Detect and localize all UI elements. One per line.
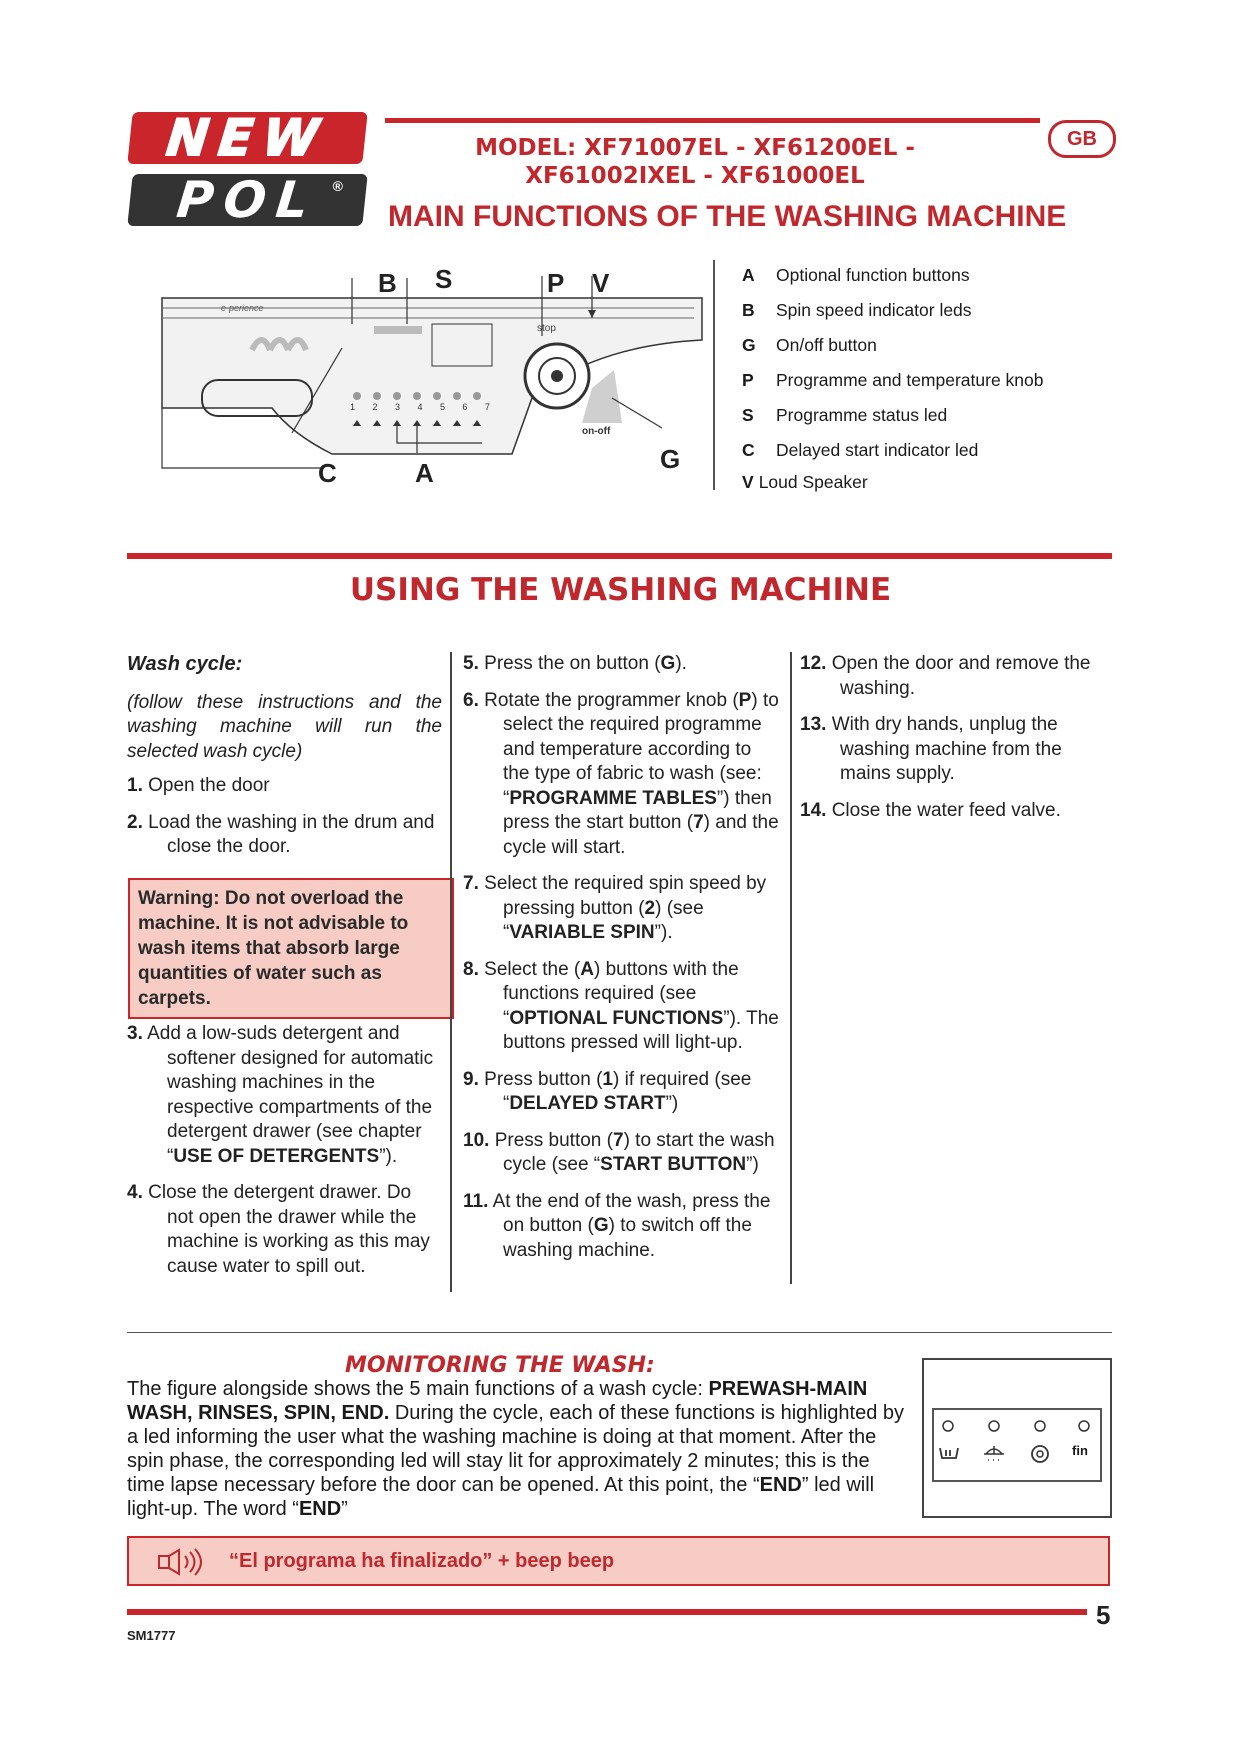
- model-heading: [390, 134, 1000, 190]
- step-3: [127, 1022, 442, 1169]
- stop-label: stop: [537, 323, 556, 334]
- label-B: B: [378, 268, 397, 298]
- step-text: ”).: [654, 922, 673, 943]
- step-text: ”) then press the start button (: [503, 787, 772, 833]
- monitor-text-bold: PREWASH-MAIN WASH, RINSES, SPIN, END.: [127, 1378, 868, 1424]
- step-ref: 7: [612, 1129, 624, 1151]
- button-numbers: [350, 402, 490, 412]
- label-P: P: [547, 268, 565, 298]
- legend-text: Loud Speaker: [758, 472, 868, 492]
- step-ref: P: [738, 689, 752, 711]
- overload-warning: Warning: Do not overload the machine. It is not advisable to wash items that absorb large quantities of water such as carpets.: [128, 878, 454, 1019]
- model-line-1: MODEL: XF71007EL - XF61200EL -: [475, 135, 915, 161]
- step-9: [463, 1068, 781, 1117]
- logo-pol: POL: [127, 174, 367, 226]
- step-14: [800, 799, 1112, 824]
- step-ref: G: [593, 1215, 609, 1236]
- column-3: [800, 652, 1112, 823]
- step-text: At the end of the wash, press the on button (: [492, 1190, 771, 1236]
- step-10: [463, 1129, 781, 1178]
- step-text: ) and the cycle will start.: [503, 812, 779, 858]
- legend-key: S: [742, 405, 754, 425]
- country-badge: GB: [1048, 120, 1116, 158]
- footer-rule: [127, 1609, 1087, 1615]
- step-number: 11.: [463, 1190, 489, 1212]
- step-text: Rotate the programmer knob (: [484, 689, 739, 711]
- step-number: 13.: [800, 714, 827, 735]
- speaker-icon: [157, 1548, 207, 1576]
- led-indicator-figure: [922, 1358, 1112, 1518]
- monitor-text-bold: END: [298, 1498, 342, 1520]
- step-text: Select the (: [484, 958, 581, 980]
- step-text: With dry hands, unplug the washing machine from the mains supply.: [831, 714, 1062, 784]
- legend-text: Spin speed indicator leds: [776, 300, 972, 320]
- step-text: ”): [665, 1093, 679, 1114]
- step-number: 6.: [463, 689, 479, 711]
- step-1: [127, 774, 442, 799]
- button-number: 6: [462, 402, 468, 412]
- onoff-label: on-off: [582, 426, 611, 437]
- wash-tub-icon: [940, 1448, 958, 1458]
- step-ref: USE OF DETERGENTS: [173, 1145, 380, 1167]
- step-4: [127, 1181, 442, 1279]
- step-number: 14.: [800, 799, 827, 821]
- step-text: ) to select the required programme and temperature according to the type of fabric to wash (see: “: [503, 689, 779, 809]
- step-number: 3.: [127, 1023, 143, 1044]
- end-message: “El programa ha finalizado” + beep beep: [229, 1550, 615, 1572]
- step-ref: G: [660, 653, 676, 674]
- button-number: 4: [417, 402, 423, 412]
- step-number: 8.: [463, 958, 479, 980]
- legend-text: Delayed start indicator led: [776, 440, 979, 460]
- step-text: ) buttons with the functions required (see “: [503, 958, 739, 1029]
- step-text: ) (see “: [503, 897, 704, 943]
- legend-row: [742, 363, 1122, 398]
- step-ref: 1: [602, 1068, 613, 1090]
- section-rule: [127, 553, 1112, 559]
- step-text: ).: [675, 653, 687, 674]
- step-number: 9.: [463, 1068, 479, 1090]
- wash-cycle-intro: (follow these instructions and the washing machine will run the selected wash cycle): [127, 691, 442, 762]
- legend-row: [742, 293, 1122, 328]
- step-number: 10.: [463, 1129, 490, 1151]
- legend-divider: [713, 260, 715, 490]
- step-12: [800, 652, 1112, 701]
- step-ref: 2: [644, 897, 656, 919]
- panel-brand: e-perience: [221, 303, 264, 313]
- column-1-continued: [127, 1022, 442, 1279]
- step-8: [463, 958, 781, 1056]
- monitor-text-bold: END: [759, 1474, 802, 1496]
- page-title: MAIN FUNCTIONS OF THE WASHING MACHINE: [388, 200, 1067, 233]
- step-text: Select the required spin speed by pressing button (: [484, 873, 767, 919]
- monitor-rule: [127, 1332, 1112, 1333]
- column-2: [463, 652, 781, 1263]
- legend-text: Programme status led: [776, 405, 948, 425]
- legend-key: C: [742, 440, 755, 460]
- step-text: ) to switch off the washing machine.: [503, 1215, 752, 1261]
- button-number: 1: [350, 402, 356, 412]
- step-text: ”): [746, 1154, 759, 1175]
- legend-key: V: [742, 472, 754, 492]
- button-number: 5: [439, 402, 445, 412]
- fin-label: fin: [1072, 1443, 1088, 1458]
- brand-logo: [130, 109, 365, 230]
- control-panel-drawing: [152, 258, 712, 488]
- spin-icon: [1032, 1446, 1048, 1462]
- step-text: Press button (: [494, 1129, 613, 1151]
- step-13: [800, 713, 1112, 787]
- step-ref: OPTIONAL FUNCTIONS: [509, 1007, 724, 1029]
- monitor-title: MONITORING THE WASH:: [345, 1353, 655, 1378]
- step-number: 5.: [463, 653, 479, 674]
- rinse-icon: [984, 1446, 1004, 1460]
- monitor-text-part: ” led will light-up. The word “: [127, 1474, 875, 1520]
- button-number: 2: [372, 402, 378, 412]
- step-text: ”).: [379, 1145, 398, 1167]
- legend-key: B: [742, 300, 755, 320]
- step-number: 1.: [127, 775, 143, 796]
- legend-text: On/off button: [776, 335, 877, 355]
- page-number: 5: [1096, 1600, 1111, 1630]
- step-5: [463, 652, 781, 677]
- legend-text: Optional function buttons: [776, 265, 970, 285]
- step-6: [463, 689, 781, 861]
- document-code: SM1777: [127, 1628, 176, 1643]
- step-number: 12.: [800, 653, 827, 674]
- monitor-text-part: ”: [341, 1498, 348, 1520]
- step-11: [463, 1190, 781, 1264]
- step-ref: A: [580, 958, 594, 980]
- end-message-box: [127, 1536, 1110, 1586]
- registered-mark: ®: [332, 178, 343, 194]
- step-text: ) to start the wash cycle (see “: [503, 1129, 775, 1175]
- monitor-text-part: The figure alongside shows the 5 main functions of a wash cycle:: [127, 1378, 709, 1400]
- section-title: USING THE WASHING MACHINE: [349, 572, 892, 608]
- panel-legend: [742, 258, 1122, 496]
- step-ref: 7: [693, 812, 704, 833]
- legend-row: [742, 328, 1122, 363]
- legend-row: [742, 398, 1122, 433]
- model-line-2: XF61002IXEL - XF61000EL: [525, 163, 865, 189]
- led-panel: [932, 1408, 1102, 1482]
- step-text: ) if required (see “: [503, 1068, 752, 1114]
- legend-row: [742, 468, 1122, 496]
- monitor-text-part: During the cycle, each of these functions is highlighted by a led informing the user what the washing machine is doing at that moment. After the spin phase, the corresponding led will stay lit for approximately 2 minutes; this is the time lapse necessary before the door can be opened. At this point, the “: [127, 1402, 905, 1496]
- legend-key: A: [742, 265, 755, 285]
- label-G: G: [660, 444, 681, 474]
- step-ref: VARIABLE SPIN: [509, 922, 655, 943]
- step-number: 7.: [463, 873, 479, 894]
- button-number: 7: [484, 402, 490, 412]
- step-text: Press button (: [484, 1068, 603, 1090]
- step-7: [463, 872, 781, 946]
- legend-text: Programme and temperature knob: [776, 370, 1044, 390]
- step-2: [127, 811, 442, 860]
- legend-key: P: [742, 370, 754, 390]
- legend-row: [742, 258, 1122, 293]
- label-A: A: [415, 458, 434, 488]
- step-ref: DELAYED START: [509, 1093, 666, 1114]
- label-S: S: [435, 264, 453, 294]
- wash-cycle-heading: Wash cycle:: [127, 653, 243, 675]
- control-panel-diagram: [152, 258, 712, 488]
- step-number: 2.: [127, 811, 143, 833]
- label-V: V: [592, 268, 610, 298]
- step-number: 4.: [127, 1182, 143, 1203]
- step-text: Load the washing in the drum and close the door.: [148, 811, 435, 857]
- step-text: Close the detergent drawer. Do not open the drawer while the machine is working as this may cause water to spill out.: [148, 1182, 430, 1277]
- column-divider-2: [790, 652, 792, 1284]
- legend-key: G: [742, 335, 756, 355]
- logo-new: NEW: [127, 112, 367, 164]
- column-1: [127, 652, 442, 860]
- step-text: Open the door: [148, 775, 270, 796]
- step-text: Close the water feed valve.: [831, 799, 1061, 821]
- step-ref: START BUTTON: [600, 1154, 747, 1175]
- legend-row: [742, 433, 1122, 468]
- step-text: ”). The buttons pressed will light-up.: [503, 1007, 779, 1053]
- label-C: C: [318, 458, 337, 488]
- button-number: 3: [394, 402, 400, 412]
- step-ref: PROGRAMME TABLES: [509, 787, 717, 809]
- step-text: Press the on button (: [484, 653, 661, 674]
- column-divider-1: [450, 652, 452, 1292]
- monitor-text: [127, 1377, 912, 1521]
- step-text: Open the door and remove the washing.: [831, 653, 1091, 699]
- header-rule: [385, 118, 1040, 123]
- step-text: Add a low-suds detergent and softener designed for automatic washing machines in the respective compartments of the detergent drawer (see chapter “: [147, 1023, 434, 1167]
